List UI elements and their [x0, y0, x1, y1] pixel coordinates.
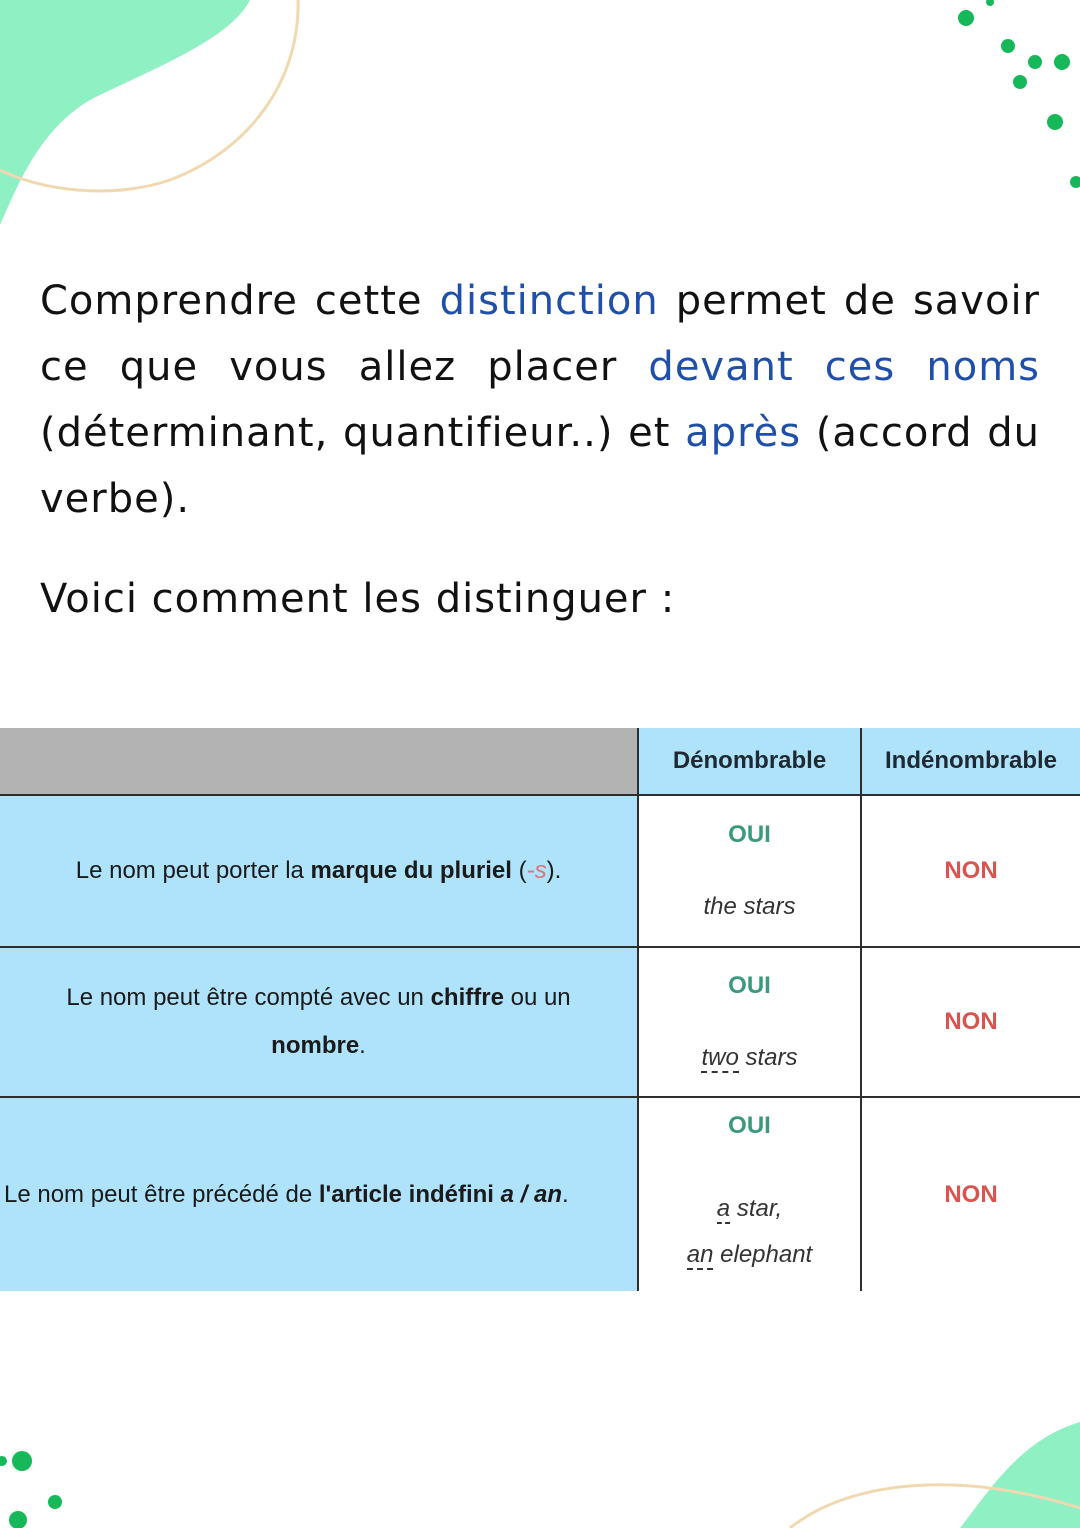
yes-label: OUI — [728, 972, 771, 999]
yes-label: OUI — [728, 821, 771, 848]
criterion-article: Le nom peut être précédé de l'article indéfini a / an. — [0, 1097, 638, 1291]
highlight-distinction: distinction — [439, 278, 659, 324]
comparison-table — [0, 728, 1080, 1291]
intro-paragraph: Comprendre cette distinction permet de savoir ce que vous allez placer devant ces noms (déterminant, quantifieur..) et après (accord du verbe). — [40, 278, 1040, 522]
header-empty-cell — [0, 728, 638, 795]
highlight-devant-ces-noms: devant ces noms — [648, 344, 1040, 390]
criterion-plural: Le nom peut porter la marque du pluriel (-s). — [0, 795, 638, 947]
countable-cell — [638, 1097, 861, 1291]
header-indenombrable: Indénombrable — [861, 728, 1080, 795]
lead-sentence: Voici comment les distinguer : — [40, 576, 676, 622]
example-text: two stars — [701, 1044, 798, 1071]
countable-cell — [638, 947, 861, 1097]
table-row — [0, 947, 1080, 1097]
uncountable-cell — [861, 795, 1080, 947]
no-label: NON — [944, 857, 998, 884]
uncountable-cell — [861, 1097, 1080, 1291]
table-header-row — [0, 728, 1080, 795]
bottom-left-dots — [0, 1451, 62, 1528]
bottom-right-blob — [960, 1422, 1080, 1528]
table-row — [0, 1097, 1080, 1291]
table-row — [0, 795, 1080, 947]
no-label: NON — [944, 1180, 998, 1208]
countable-cell — [638, 795, 861, 947]
top-left-blob — [0, 0, 250, 225]
example-text: the stars — [703, 893, 796, 920]
header-denombrable: Dénombrable — [638, 728, 861, 795]
criterion-number: Le nom peut être compté avec un chiffre ou un nombre. — [0, 947, 638, 1097]
top-right-dots — [958, 0, 1080, 188]
highlight-apres: après — [685, 410, 802, 456]
example-text: a star, an elephant — [686, 1194, 813, 1268]
uncountable-cell — [861, 947, 1080, 1097]
yes-label: OUI — [728, 1111, 771, 1139]
no-label: NON — [944, 1008, 998, 1035]
